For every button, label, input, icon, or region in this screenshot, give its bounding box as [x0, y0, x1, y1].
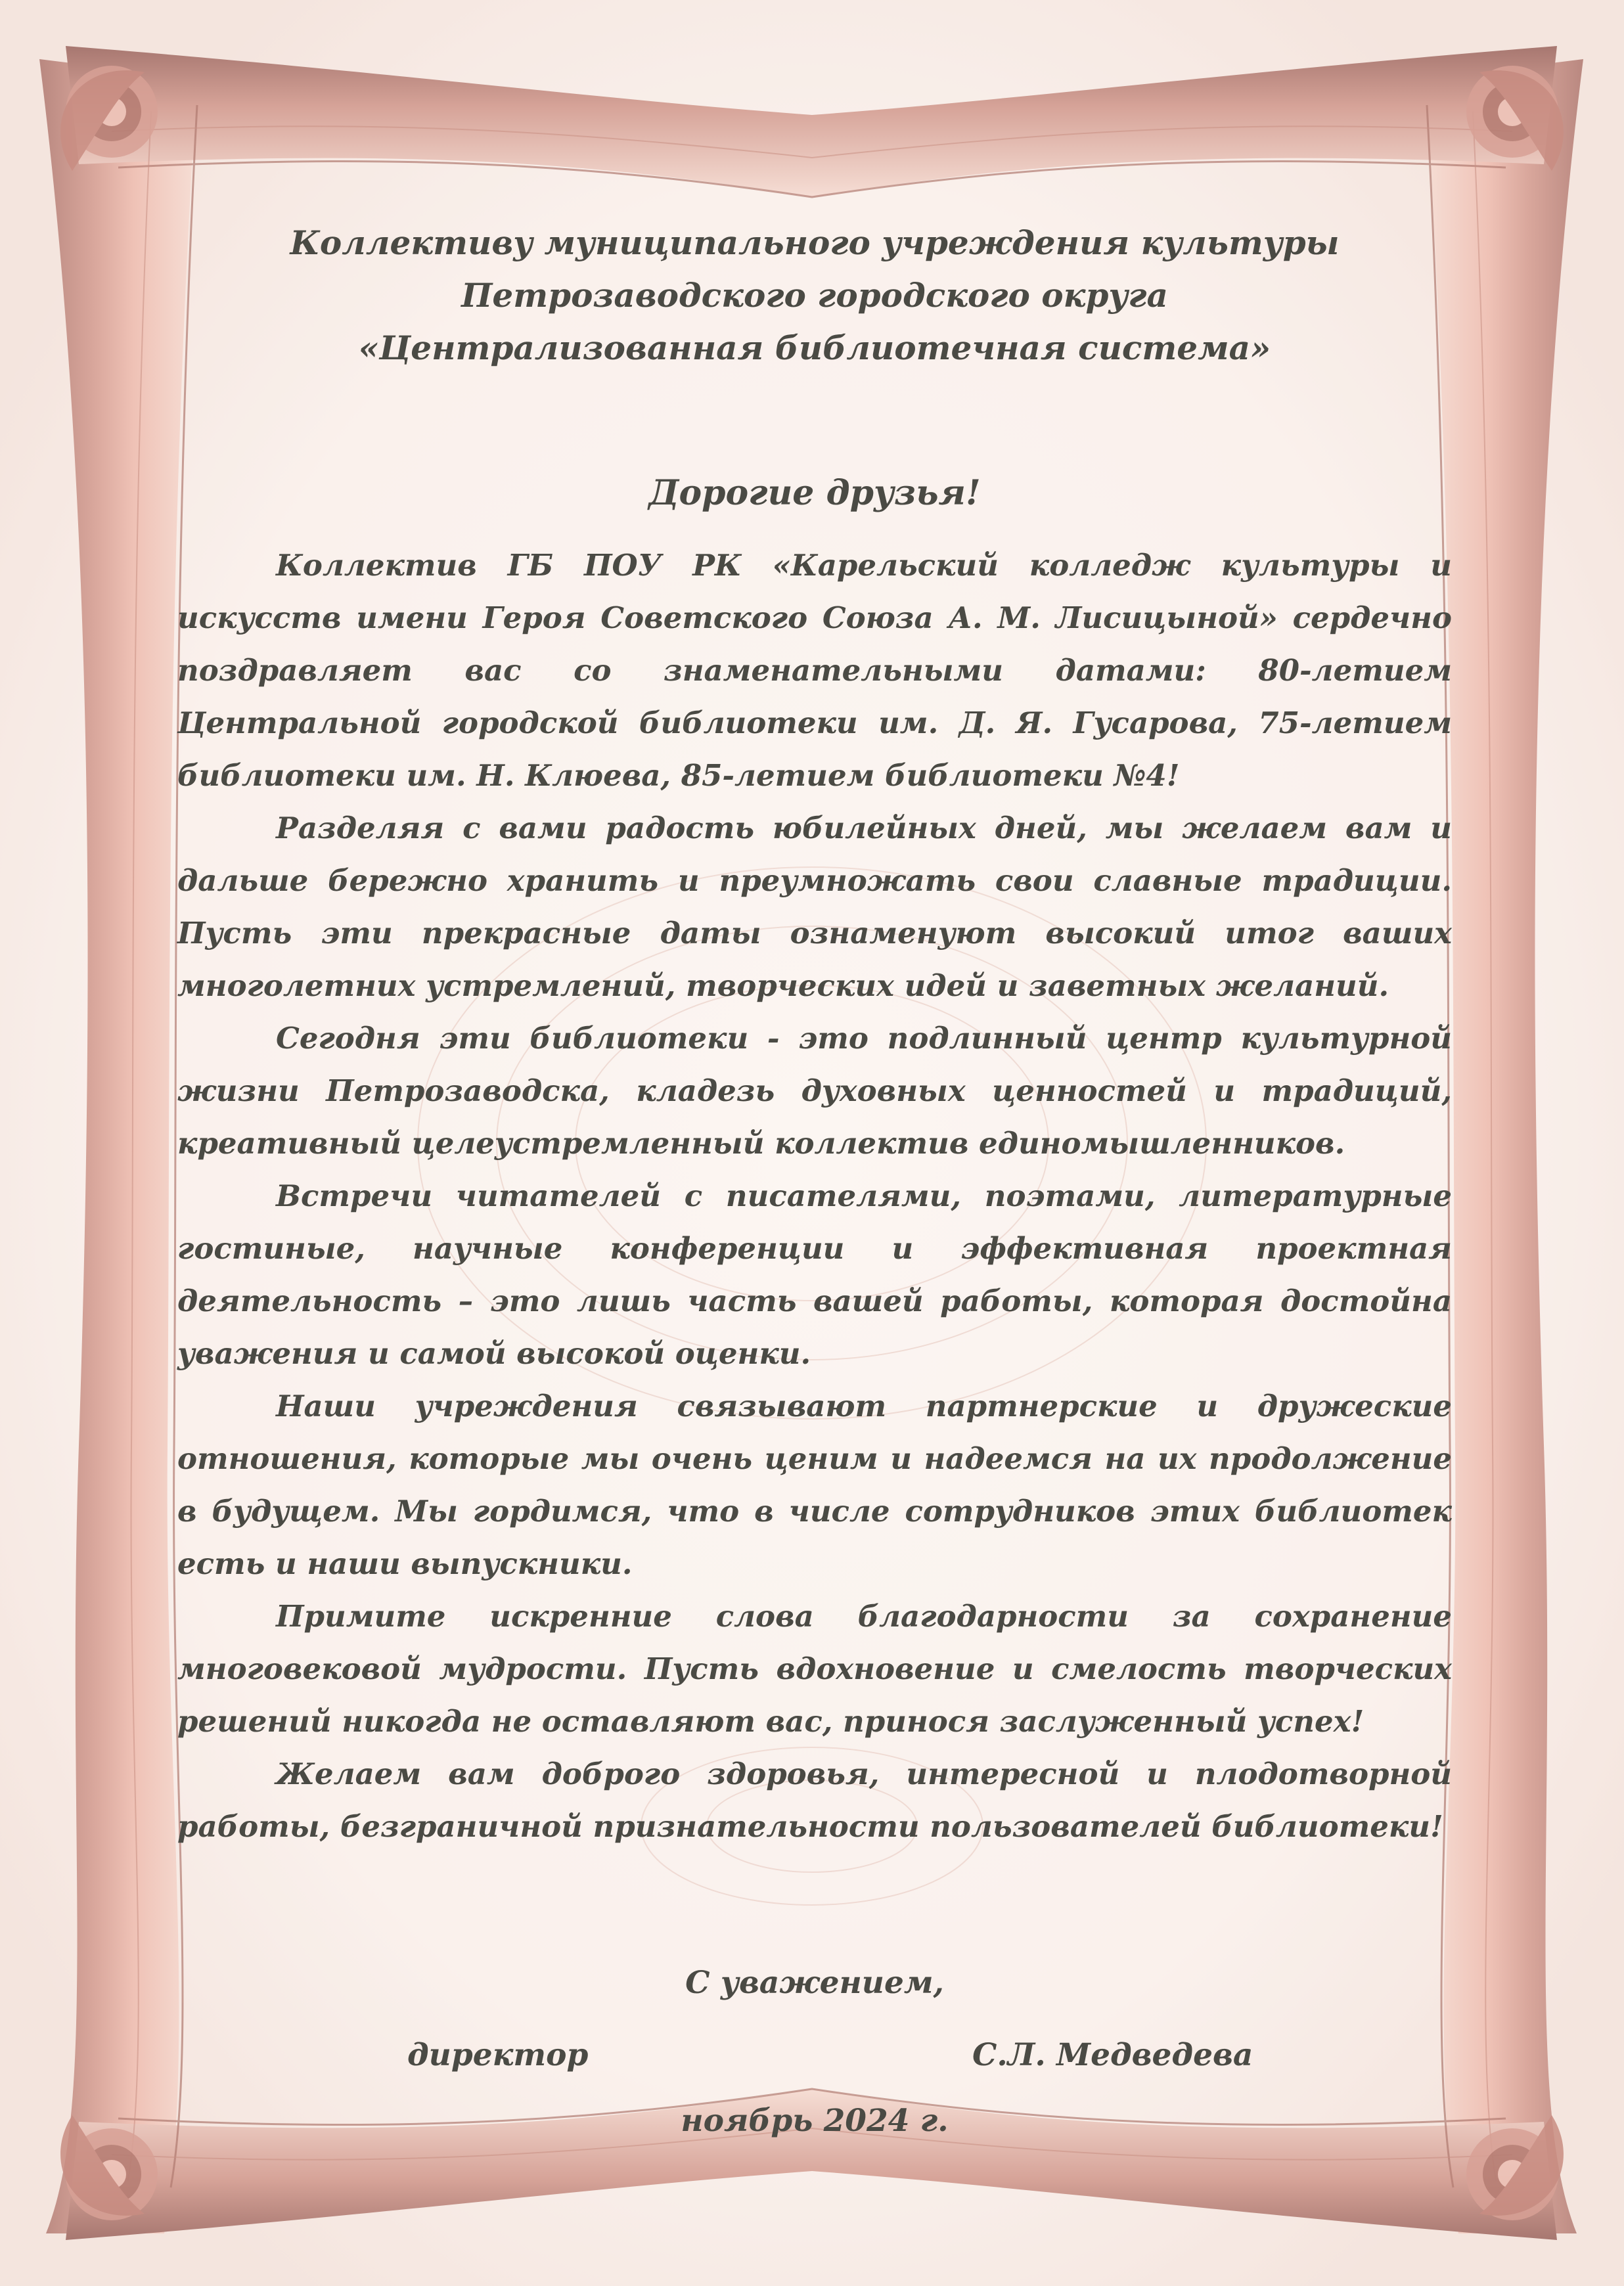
closing-regards: С уважением, — [685, 1965, 944, 2001]
letter-body — [177, 217, 1452, 2141]
paragraph: Желаем вам доброго здоровья, интересной и плодотворной работы, безграничной признательности пользователей библиотеки! — [177, 1757, 1452, 1844]
addressee-line: Петрозаводского городского округа — [461, 276, 1168, 315]
letter-date: ноябрь 2024 г. — [681, 2103, 949, 2139]
paragraph: Примите искренние слова благодарности за сохранение многовековой мудрости. Пусть вдохновение и смелость творческих решений никогда не оставляют вас, принося заслуженный успех! — [177, 1599, 1452, 1739]
greeting: Дорогие друзья! — [648, 473, 981, 513]
paragraph: Сегодня эти библиотеки - это подлинный центр культурной жизни Петрозаводска, кладезь духовных ценностей и традиций, креативный целеустремленный коллектив единомышленников. — [177, 1021, 1452, 1161]
paragraph: Коллектив ГБ ПОУ РК «Карельский колледж культуры и искусств имени Героя Советского Союза А. М. Лисицыной» сердечно поздравляет вас со знаменательными датами: 80-летием Центральной городской библиотеки им. Д. Я. Гусарова, 75-летием библиотеки им. Н. Клюева, 85-летием библиотеки №4! — [177, 548, 1452, 793]
signer-name: С.Л. Медведева — [972, 2037, 1253, 2073]
addressee-block — [177, 217, 1452, 374]
closing-block — [177, 1965, 1452, 2162]
paragraph: Наши учреждения связывают партнерские и дружеские отношения, которые мы очень ценим и надеемся на их продолжение в будущем. Мы гордимся, что в числе сотрудников этих библиотек есть и наши выпускники. — [177, 1389, 1452, 1581]
addressee-line: Коллективу муниципального учреждения культуры — [290, 223, 1340, 262]
paragraph: Встречи читателей с писателями, поэтами, литературные гостиные, научные конференции и эффективная проектная деятельность – это лишь часть вашей работы, которая достойна уважения и самой высокой оценки. — [177, 1178, 1452, 1371]
addressee-line: «Централизованная библиотечная система» — [358, 328, 1271, 367]
paragraph: Разделяя с вами радость юбилейных дней, мы желаем вам и дальше бережно хранить и преумножать свои славные традиции. Пусть эти прекрасные даты ознаменуют высокий итог ваших многолетних устремлений, творческих идей и заветных желаний. — [177, 811, 1452, 1003]
signer-position: директор — [407, 2037, 589, 2073]
